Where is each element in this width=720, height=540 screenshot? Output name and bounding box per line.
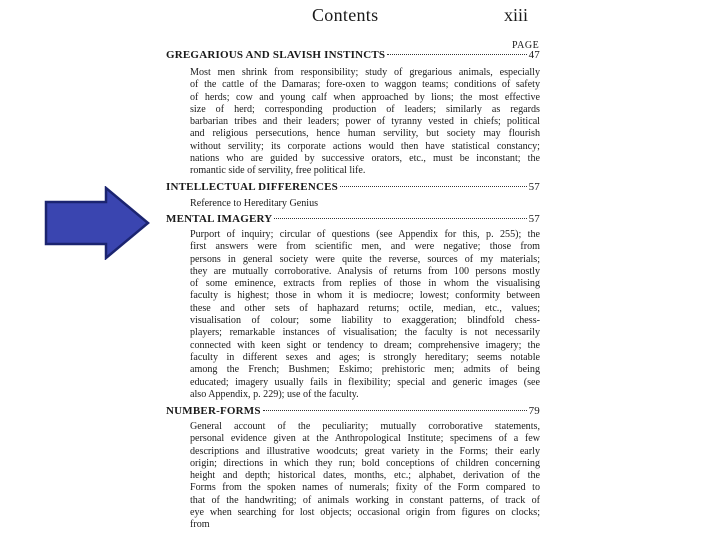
summary-line: that of the handwriting; of animals working in constant patterns, of track of — [190, 494, 540, 506]
entry-page-number: 57 — [528, 213, 540, 225]
summary-line: Purport of inquiry; circular of questions (see Appendix for this, p. 255); the — [190, 229, 540, 240]
summary-line: Most men shrink from responsibility; study of gregarious animals, especially — [190, 67, 540, 78]
entry-heading-gregarious — [166, 49, 540, 61]
roman-page-number: xiii — [504, 5, 529, 25]
summary-line: faculty in different sexes and ages; is strongly hereditary; seems notable — [190, 351, 540, 363]
summary-line: from — [190, 519, 210, 531]
summary-line: nations who are guided by successive orators, etc., must be inconstant; the — [190, 153, 540, 165]
summary-line: persons in general society were quite the reverse, sources of my materials; — [190, 253, 540, 265]
page-title: Contents — [312, 5, 379, 25]
entry-title: MENTAL IMAGERY — [166, 213, 273, 225]
page-column-label: PAGE — [512, 40, 540, 51]
summary-line: Reference to Hereditary Genius — [190, 198, 319, 209]
summary-line: romantic side of servility, free political life. — [190, 165, 366, 177]
summary-line: Forms from the spoken names of numerals; fixity of the Form compared to — [190, 482, 540, 494]
summary-line: eye when searching for lost objects; occasional origin from figures on clocks; — [190, 507, 540, 519]
summary-line: educated; imagery usually fails in flexibility; special and generic images (see — [190, 376, 540, 388]
summary-line: players; remarkable instances of visualisation; the faculty is not necessarily — [190, 327, 540, 339]
leader-dots — [274, 218, 526, 219]
summary-line: General account of the peculiarity; mutually corroborative statements, — [190, 421, 540, 432]
entry-heading-intellectual — [166, 181, 540, 193]
entry-title: NUMBER-FORMS — [166, 405, 261, 417]
summary-line: they are mutually corroborative. Analysis of returns from 100 persons mostly — [190, 265, 540, 277]
summary-line: height and depth; historical dates, months, etc.; alphabet, derivation of the — [190, 470, 540, 482]
summary-line: of some eminence, extracts from replies of those in whom the visualising — [190, 278, 540, 290]
summary-line: faculty is highest; those in whom it is mediocre; lowest; conformity between — [190, 290, 540, 302]
entry-summary-intellectual — [190, 198, 540, 210]
summary-line: origin; directions in which they run; bold conceptions of children concerning — [190, 457, 540, 469]
entry-title: GREGARIOUS AND SLAVISH INSTINCTS — [166, 49, 386, 61]
summary-line: barbarian tribes and their leaders; power of tyranny vested in chiefs; political — [190, 116, 540, 128]
summary-line: visualisation of colour; some liability to exaggeration; blindfold chess- — [190, 315, 540, 327]
summary-line: descriptions and illustrative woodcuts; great variety in the Forms; their early — [190, 445, 540, 457]
entry-page-number: 57 — [528, 181, 540, 193]
entry-page-number: 79 — [528, 405, 540, 417]
summary-line: first answers were from scientific men, and were negative; those from — [190, 241, 540, 253]
leader-dots — [340, 186, 527, 187]
summary-line: among the French; Bushmen; Eskimo; prehistoric men; admits of being — [190, 364, 540, 376]
entry-heading-number-forms — [166, 405, 540, 417]
right-arrow-icon — [44, 186, 152, 260]
summary-line: of the cattle of the Damaras; fore-oxen to waggon teams; conditions of safety — [190, 79, 540, 91]
entry-page-number: 47 — [528, 49, 540, 61]
summary-line: also Appendix, p. 229); use of the faculty. — [190, 388, 359, 400]
summary-line: and religious persecutions, hence human servility, but society may flourish — [190, 128, 540, 140]
summary-line: personal evidence given at the Anthropological Institute; specimens of a few — [190, 433, 540, 445]
summary-line: size of herd; corresponding production of leaders; similarly as regards — [190, 103, 540, 115]
summary-line: these and other sets of haphazard returns; octile, median, etc., values; — [190, 302, 540, 314]
summary-line: without servility; its corporate actions would then have statistical constancy; — [190, 140, 540, 152]
leader-dots — [387, 54, 526, 55]
summary-line: connected with keen sight or tendency to dream; comprehensive imagery; the — [190, 339, 540, 351]
entry-summary-gregarious — [190, 67, 540, 178]
entry-heading-mental-imagery — [166, 213, 540, 225]
entry-title: INTELLECTUAL DIFFERENCES — [166, 181, 338, 193]
leader-dots — [263, 410, 527, 411]
entry-summary-number-forms — [190, 421, 540, 532]
entry-summary-mental-imagery — [190, 229, 540, 401]
summary-line: of herds; cow and young calf when approached by lions; the most effective — [190, 91, 540, 103]
